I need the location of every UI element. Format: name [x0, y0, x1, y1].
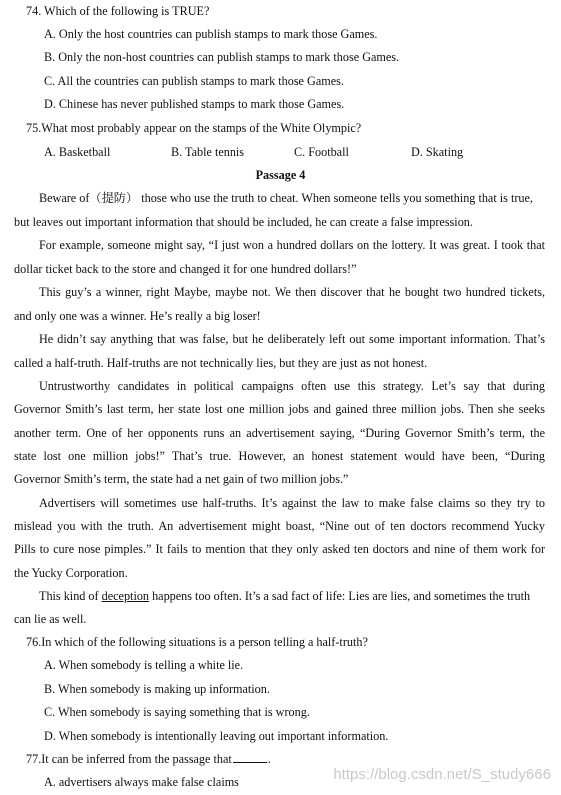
p4-line2: called a half-truth. Half-truths are not technically lies, but they are just as not honest. — [14, 356, 428, 370]
q76-stem: 76.In which of the following situations is a person telling a half-truth? — [26, 635, 368, 649]
p5-line4: state lost one million jobs!” That’s true. However, an honest statement would have been, “During — [14, 449, 545, 463]
q75-option-b: B. Table tennis — [171, 145, 245, 159]
p3-line2: and only one was a winner. He’s really a big loser! — [14, 309, 261, 323]
p4-line1: He didn’t say anything that was false, but he deliberately left out some important information. That’s — [39, 332, 545, 346]
q77-answer-blank — [233, 753, 267, 763]
p6-line3: Pills to cure nose pimples.” It fails to mention that they only asked ten doctors and nine of them work for — [14, 542, 545, 556]
q76-option-d: D. When somebody is intentionally leaving out important information. — [44, 729, 389, 743]
q76-option-b: B. When somebody is making up information. — [44, 682, 270, 696]
p5-line5: Governor Smith’s term, the state had a net gain of two million jobs.” — [14, 472, 349, 486]
q74-option-c: C. All the countries can publish stamps to mark those Games. — [44, 74, 344, 88]
p6-line4: the Yucky Corporation. — [14, 566, 128, 580]
q77-stem-text: 77.It can be inferred from the passage that — [26, 752, 232, 766]
q77-stem — [26, 751, 271, 767]
p6-line1: Advertisers will sometimes use half-truths. It’s against the law to make false claims so they try to — [39, 496, 545, 510]
p7-line1 — [39, 588, 530, 604]
q74-stem: 74. Which of the following is TRUE? — [26, 4, 210, 18]
q74-option-b: B. Only the non-host countries can publish stamps to mark those Games. — [44, 50, 400, 64]
q77-option-a: A. advertisers always make false claims — [44, 775, 239, 789]
p7-pre: This kind of — [39, 589, 102, 603]
q76-option-c: C. When somebody is saying something that is wrong. — [44, 705, 310, 719]
watermark: https://blog.csdn.net/S_study666 — [333, 766, 551, 783]
p6-line2: mislead you with the truth. An advertisement might boast, “Nine out of ten doctors recommend Yucky — [14, 519, 545, 533]
p1-line2: but leaves out important information that should be included, he can create a false impression. — [14, 215, 473, 229]
p2-line1: For example, someone might say, “I just won a hundred dollars on the lottery. It was great. I took that — [39, 238, 545, 252]
p3-line1: This guy’s a winner, right Maybe, maybe not. We then discover that he bought two hundred tickets, — [39, 285, 545, 299]
q75-option-c: C. Football — [294, 145, 349, 159]
q74-option-a: A. Only the host countries can publish stamps to mark those Games. — [44, 27, 378, 41]
passage-title: Passage 4 — [255, 168, 306, 182]
p7-underlined-word: deception — [101, 589, 150, 603]
p5-line2: Governor Smith’s last term, her state lost one million jobs and gained three million jobs. Then she seeks — [14, 402, 545, 416]
q75-option-d: D. Skating — [411, 145, 464, 159]
p5-line3: another term. One of her opponents runs an advertisement saying, “During Governor Smith’s term, the — [14, 426, 545, 440]
p7-line2: can lie as well. — [14, 612, 87, 626]
q75-stem: 75.What most probably appear on the stamps of the White Olympic? — [26, 121, 362, 135]
p5-line1: Untrustworthy candidates in political campaigns often use this strategy. Let’s say that during — [39, 379, 545, 393]
p7-post: happens too often. It’s a sad fact of life: Lies are lies, and sometimes the truth — [149, 589, 531, 603]
p2-line2: dollar ticket back to the store and changed it for one hundred dollars!” — [14, 262, 357, 276]
q74-option-d: D. Chinese has never published stamps to mark those Games. — [44, 97, 345, 111]
q77-stem-end: . — [267, 752, 271, 766]
p1-line1: Beware of（提防） those who use the truth to cheat. When someone tells you something that is true, — [39, 191, 533, 205]
q75-option-a: A. Basketball — [44, 145, 111, 159]
q76-option-a: A. When somebody is telling a white lie. — [44, 658, 244, 672]
